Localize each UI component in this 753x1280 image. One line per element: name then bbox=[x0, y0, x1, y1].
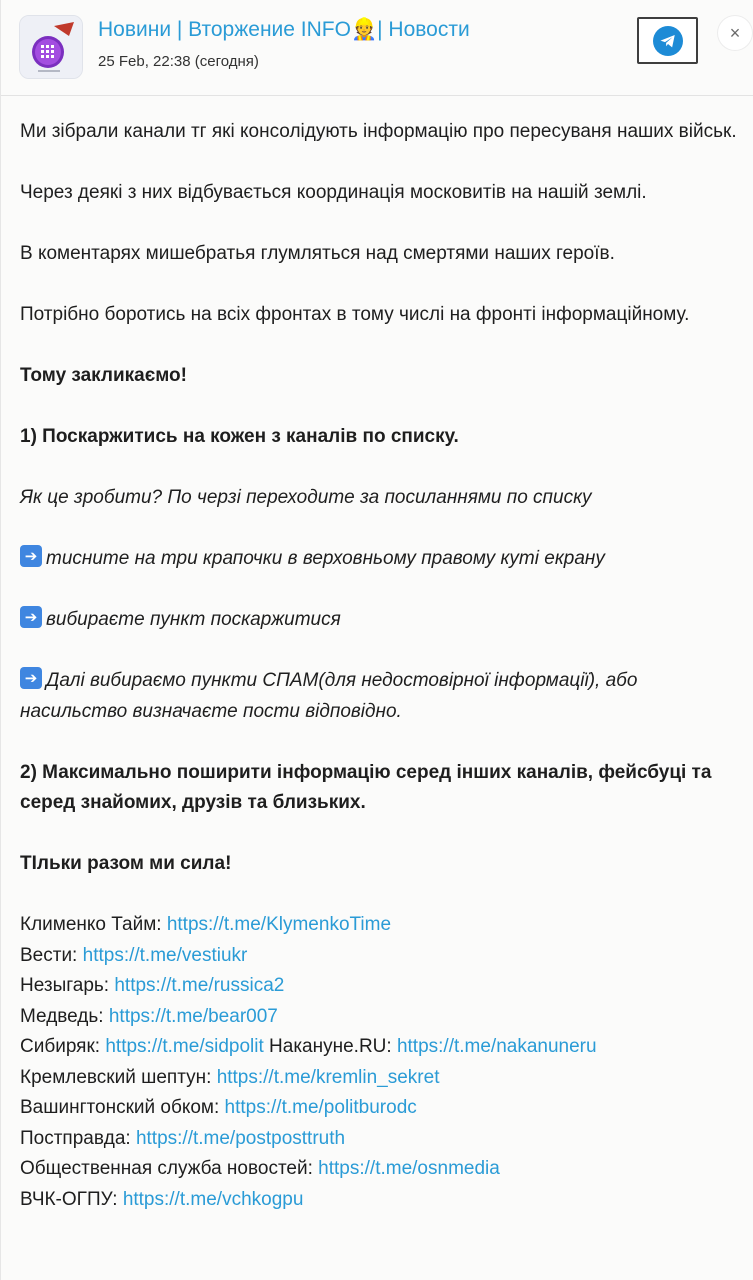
list-item bbox=[20, 910, 740, 941]
channel-name: Накануне.RU: bbox=[263, 1036, 397, 1057]
list-item bbox=[20, 971, 740, 1002]
right-arrow-emoji-icon bbox=[20, 667, 42, 689]
open-in-telegram-button[interactable] bbox=[637, 17, 698, 64]
paragraph-coordination: Через деякі з них відбувається координація московитів на нашій землі. bbox=[20, 182, 647, 203]
channel-link[interactable]: https://t.me/kremlin_sekret bbox=[216, 1066, 440, 1088]
channel-link-list bbox=[20, 910, 740, 1215]
channel-name: Общественная служба новостей: bbox=[20, 1158, 319, 1179]
post-body bbox=[20, 117, 740, 1215]
channel-name: ВЧК-ОГПУ: bbox=[20, 1188, 123, 1210]
channel-name: Вашингтонский обком: bbox=[20, 1097, 225, 1118]
channel-avatar[interactable] bbox=[19, 15, 83, 79]
instruction-step bbox=[20, 544, 740, 575]
channel-link[interactable]: https://t.me/sidpolit bbox=[105, 1036, 264, 1057]
channel-name: Незыгарь: bbox=[20, 975, 115, 996]
list-item bbox=[20, 941, 740, 972]
list-item bbox=[20, 1124, 740, 1155]
list-item bbox=[20, 1093, 740, 1124]
channel-link[interactable]: https://t.me/politburodc bbox=[224, 1097, 417, 1118]
telegram-icon bbox=[653, 26, 683, 56]
channel-link[interactable]: https://t.me/vestiukr bbox=[82, 944, 248, 966]
channel-title-link[interactable]: Новини | Вторжение INFO👷| Новости bbox=[98, 18, 470, 41]
list-item bbox=[20, 1002, 740, 1033]
channel-name: Постправда: bbox=[20, 1127, 136, 1149]
channel-link[interactable]: https://t.me/osnmedia bbox=[318, 1158, 500, 1179]
paragraph-fight: Потрібно боротись на всіх фронтах в тому числі на фронті інформаційному. bbox=[20, 304, 690, 325]
post-timestamp: 25 Feb, 22:38 (сегодня) bbox=[98, 53, 259, 70]
channel-name: Медведь: bbox=[20, 1005, 109, 1027]
channel-link[interactable]: https://t.me/bear007 bbox=[108, 1005, 278, 1027]
how-to-text: Як це зробити? По черзі переходите за посиланнями по списку bbox=[20, 487, 592, 508]
list-item bbox=[20, 1154, 740, 1185]
channel-link[interactable]: https://t.me/vchkogpu bbox=[122, 1188, 304, 1210]
close-button[interactable]: × bbox=[718, 16, 752, 50]
list-item bbox=[20, 1032, 740, 1063]
post-header bbox=[1, 0, 753, 96]
channel-name: Сибиряк: bbox=[20, 1036, 106, 1057]
channel-name: Клименко Тайм: bbox=[20, 914, 167, 935]
instruction-step-text: вибираєте пункт поскаржитися bbox=[46, 609, 341, 630]
step-one-heading: 1) Поскаржитись на кожен з каналів по списку. bbox=[20, 426, 459, 447]
instruction-step-text: Далі вибираємо пункти СПАМ(для недостовірної інформації), або насильство визначаєте пости відповідно. bbox=[20, 670, 638, 722]
paragraph-comments: В коментарях мишебратья глумляться над смертями наших героїв. bbox=[20, 243, 615, 264]
paragraph-intro: Ми зібрали канали тг які консолідують інформацію про пересуваня наших військ. bbox=[20, 121, 737, 142]
instruction-step bbox=[20, 666, 740, 727]
step-two-heading: 2) Максимально поширити інформацію серед інших каналів, фейсбуці та серед знайомих, друзів та близьких. bbox=[20, 761, 712, 813]
right-arrow-emoji-icon bbox=[20, 545, 42, 567]
instruction-step-text: тисните на три крапочки в верховньому правому куті екрану bbox=[46, 548, 605, 569]
instruction-step bbox=[20, 605, 740, 636]
channel-name: Вести: bbox=[20, 944, 83, 966]
channel-link[interactable]: https://t.me/russica2 bbox=[114, 975, 285, 996]
closing-slogan: ТІльки разом ми сила! bbox=[20, 853, 232, 874]
right-arrow-emoji-icon bbox=[20, 606, 42, 628]
channel-name: Кремлевский шептун: bbox=[20, 1066, 217, 1088]
list-item bbox=[20, 1063, 740, 1094]
list-item bbox=[20, 1185, 740, 1216]
channel-link[interactable]: https://t.me/postposttruth bbox=[135, 1127, 346, 1149]
call-to-action-heading: Тому закликаємо! bbox=[20, 365, 187, 386]
channel-link[interactable]: https://t.me/KlymenkoTime bbox=[166, 914, 392, 935]
channel-link[interactable]: https://t.me/nakanuneru bbox=[396, 1036, 597, 1057]
